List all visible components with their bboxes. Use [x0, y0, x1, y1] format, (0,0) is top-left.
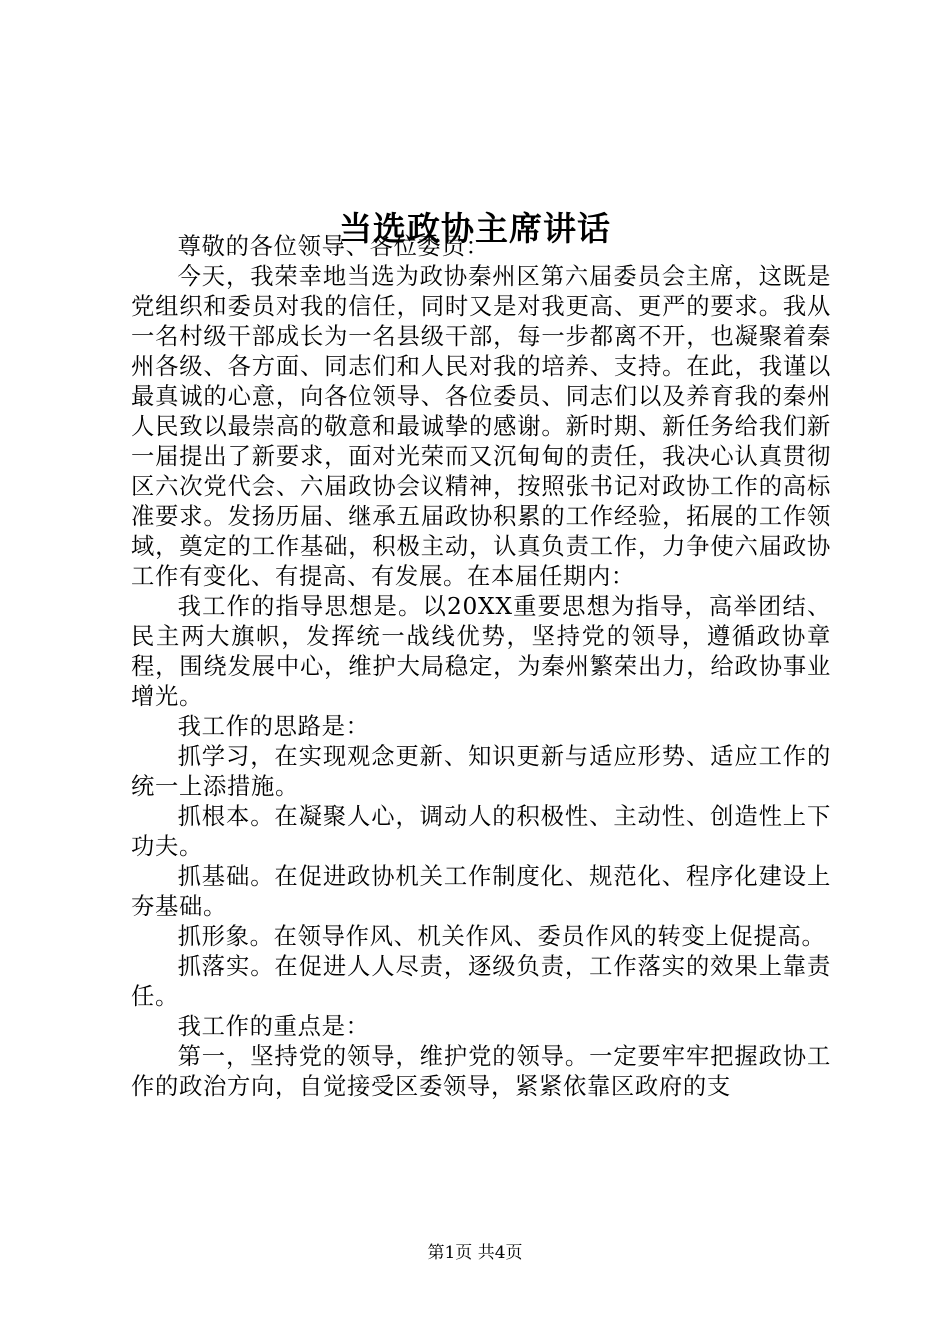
document-title: 当选政协主席讲话 [339, 209, 611, 249]
paragraph-opening: 今天，我荣幸地当选为政协秦州区第六届委员会主席，这既是党组织和委员对我的信任，同时又是对我更高、更严的要求。我从一名村级干部成长为一名县级干部，每一步都离不开，也凝聚着秦州各级、各方面、同志们和人民对我的培养、支持。在此，我谨以最真诚的心意，向各位领导、各位委员、同志们以及养育我的秦州人民致以最崇高的敬意和最诚挚的感谢。新时期、新任务给我们新一届提出了新要求，面对光荣而又沉甸甸的责任，我决心认真贯彻区六次党代会、六届政协会议精神，按照张书记对政协工作的高标准要求。发扬历届、继承五届政协积累的工作经验，拓展的工作领域，奠定的工作基础，积极主动，认真负责工作，力争使六届政协工作有变化、有提高、有发展。在本届任期内： [131, 263, 831, 590]
paragraph-foundation: 抓基础。在促进政协机关工作制度化、规范化、程序化建设上夯基础。 [131, 863, 831, 920]
paragraph-approach-heading: 我工作的思路是： [177, 713, 370, 740]
paragraph-image: 抓形象。在领导作风、机关作风、委员作风的转变上促提高。 [177, 923, 826, 950]
paragraph-fundamentals: 抓根本。在凝聚人心，调动人的积极性、主动性、创造性上下功夫。 [131, 803, 831, 860]
paragraph-guiding-thought: 我工作的指导思想是。以20XX重要思想为指导，高举团结、民主两大旗帜，发挥统一战线优势，坚持党的领导，遵循政协章程，围绕发展中心，维护大局稳定，为秦州繁荣出力，给政协事业增光。 [131, 593, 831, 710]
paragraph-first-priority: 第一，坚持党的领导，维护党的领导。一定要牢牢把握政协工作的政治方向，自觉接受区委领导，紧紧依靠区政府的支 [131, 1043, 831, 1100]
paragraph-priorities-heading: 我工作的重点是： [177, 1013, 370, 1040]
paragraph-salutation: 尊敬的各位领导、各位委员： [177, 233, 490, 260]
paragraph-implementation: 抓落实。在促进人人尽责，逐级负责，工作落实的效果上靠责任。 [131, 953, 831, 1010]
page-number: 第1页 共4页 [427, 1243, 523, 1263]
paragraph-study: 抓学习，在实现观念更新、知识更新与适应形势、适应工作的统一上添措施。 [131, 743, 831, 800]
document-body [131, 232, 831, 1102]
